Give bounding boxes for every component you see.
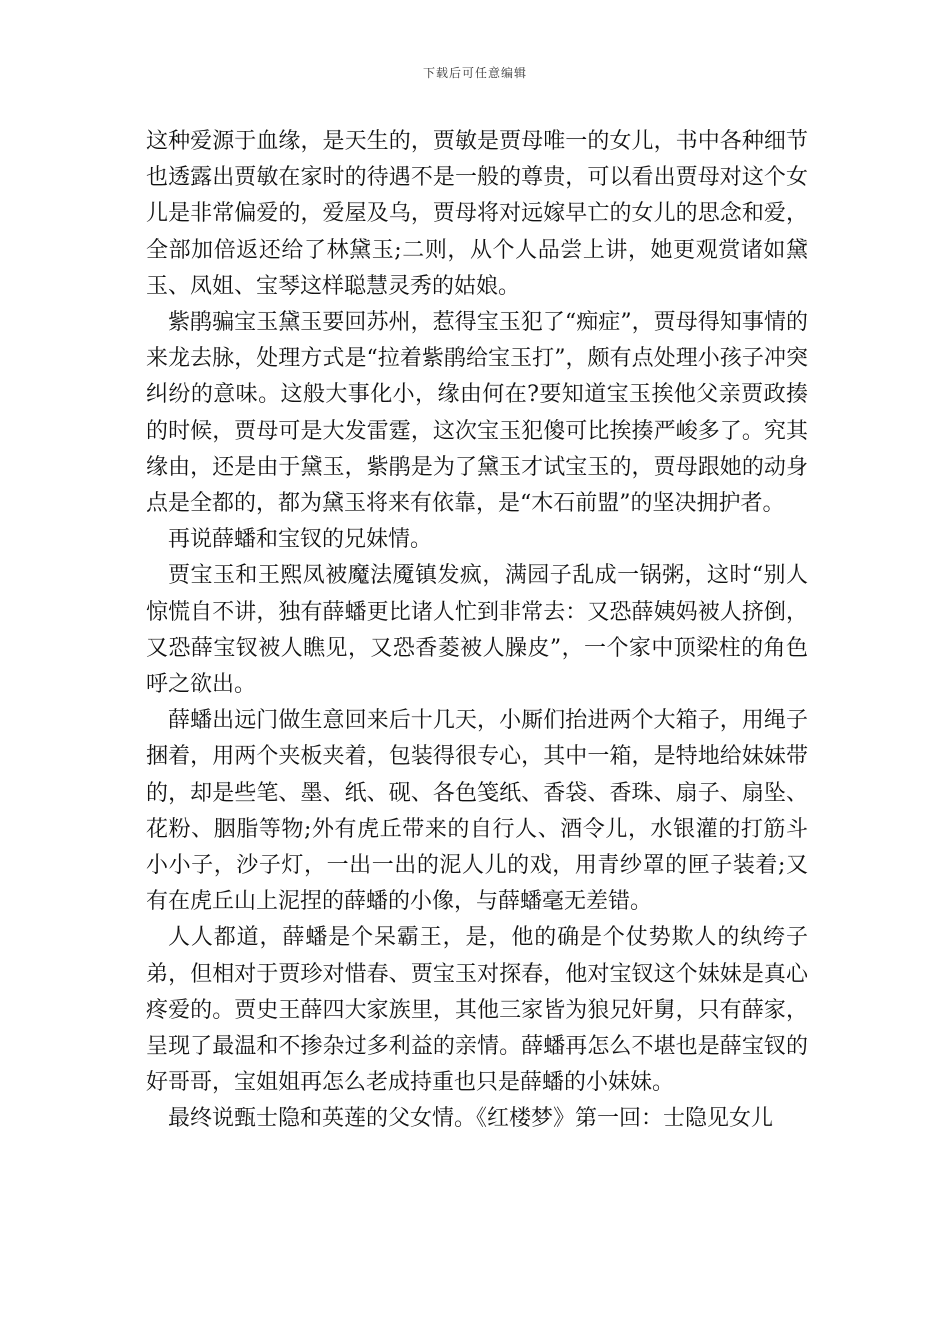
- paragraph-7: 最终说甄士隐和英莲的父女情。《红楼梦》第一回：士隐见女儿: [168, 1106, 774, 1132]
- paragraph-2: 紫鹃骗宝玉黛玉要回苏州，惹得宝玉犯了“痴症”，贾母得知事情的来龙去脉，处理方式是“拉着紫鹃给宝玉打”，颇有点处理小孩子冲突纠纷的意味。这般大事化小，缘由何在?要知道宝玉挨他父亲贾政揍的时候，贾母可是大发雷霆，这次宝玉犯傻可比挨揍严峻多了。究其缘由，还是由于黛玉，紫鹃是为了黛玉才试宝玉的，贾母跟她的动身点是全都的，都为黛玉将来有依靠，是“木石前盟”的坚决拥护者。: [146, 310, 808, 517]
- paragraph-4: 贾宝玉和王熙凤被魔法魇镇发疯，满园子乱成一锅粥，这时“别人惊慌自不讲，独有薛蟠更比诸人忙到非常去：又恐薛姨妈被人挤倒，又恐薛宝钗被人瞧见，又恐香菱被人臊皮”，一个家中顶梁柱的角色呼之欲出。: [146, 563, 808, 698]
- paragraph-3: 再说薛蟠和宝钗的兄妹情。: [168, 527, 433, 553]
- body-text: [146, 124, 808, 1138]
- paragraph-1: 这种爱源于血缘，是天生的，贾敏是贾母唯一的女儿，书中各种细节也透露出贾敏在家时的待遇不是一般的尊贵，可以看出贾母对这个女儿是非常偏爱的，爱屋及乌，贾母将对远嫁早亡的女儿的思念和爱，全部加倍返还给了林黛玉;二则，从个人品尝上讲，她更观赏诸如黛玉、凤姐、宝琴这样聪慧灵秀的姑娘。: [146, 129, 808, 299]
- paragraph-6: 人人都道，薛蟠是个呆霸王，是，他的确是个仗势欺人的纨绔子弟，但相对于贾珍对惜春、贾宝玉对探春，他对宝钗这个妹妹是真心疼爱的。贾史王薛四大家族里，其他三家皆为狼兄奸舅，只有薛家，呈现了最温和不掺杂过多利益的亲情。薛蟠再怎么不堪也是薛宝钗的好哥哥，宝姐姐再怎么老成持重也只是薛蟠的小妹妹。: [146, 925, 808, 1096]
- paragraph-5: 薛蟠出远门做生意回来后十几天，小厮们抬进两个大箱子，用绳子捆着，用两个夹板夹着，包装得很专心，其中一箱，是特地给妹妹带的，却是些笔、墨、纸、砚、各色笺纸、香袋、香珠、扇子、扇坠、花粉、胭脂等物;外有虎丘带来的自行人、酒令儿，水银灌的打筋斗小小子，沙子灯，一出一出的泥人儿的戏，用青纱罩的匣子装着;又有在虎丘山上泥捏的薛蟠的小像，与薛蟠毫无差错。: [146, 708, 808, 915]
- header-note: 下载后可任意编辑: [422, 66, 527, 80]
